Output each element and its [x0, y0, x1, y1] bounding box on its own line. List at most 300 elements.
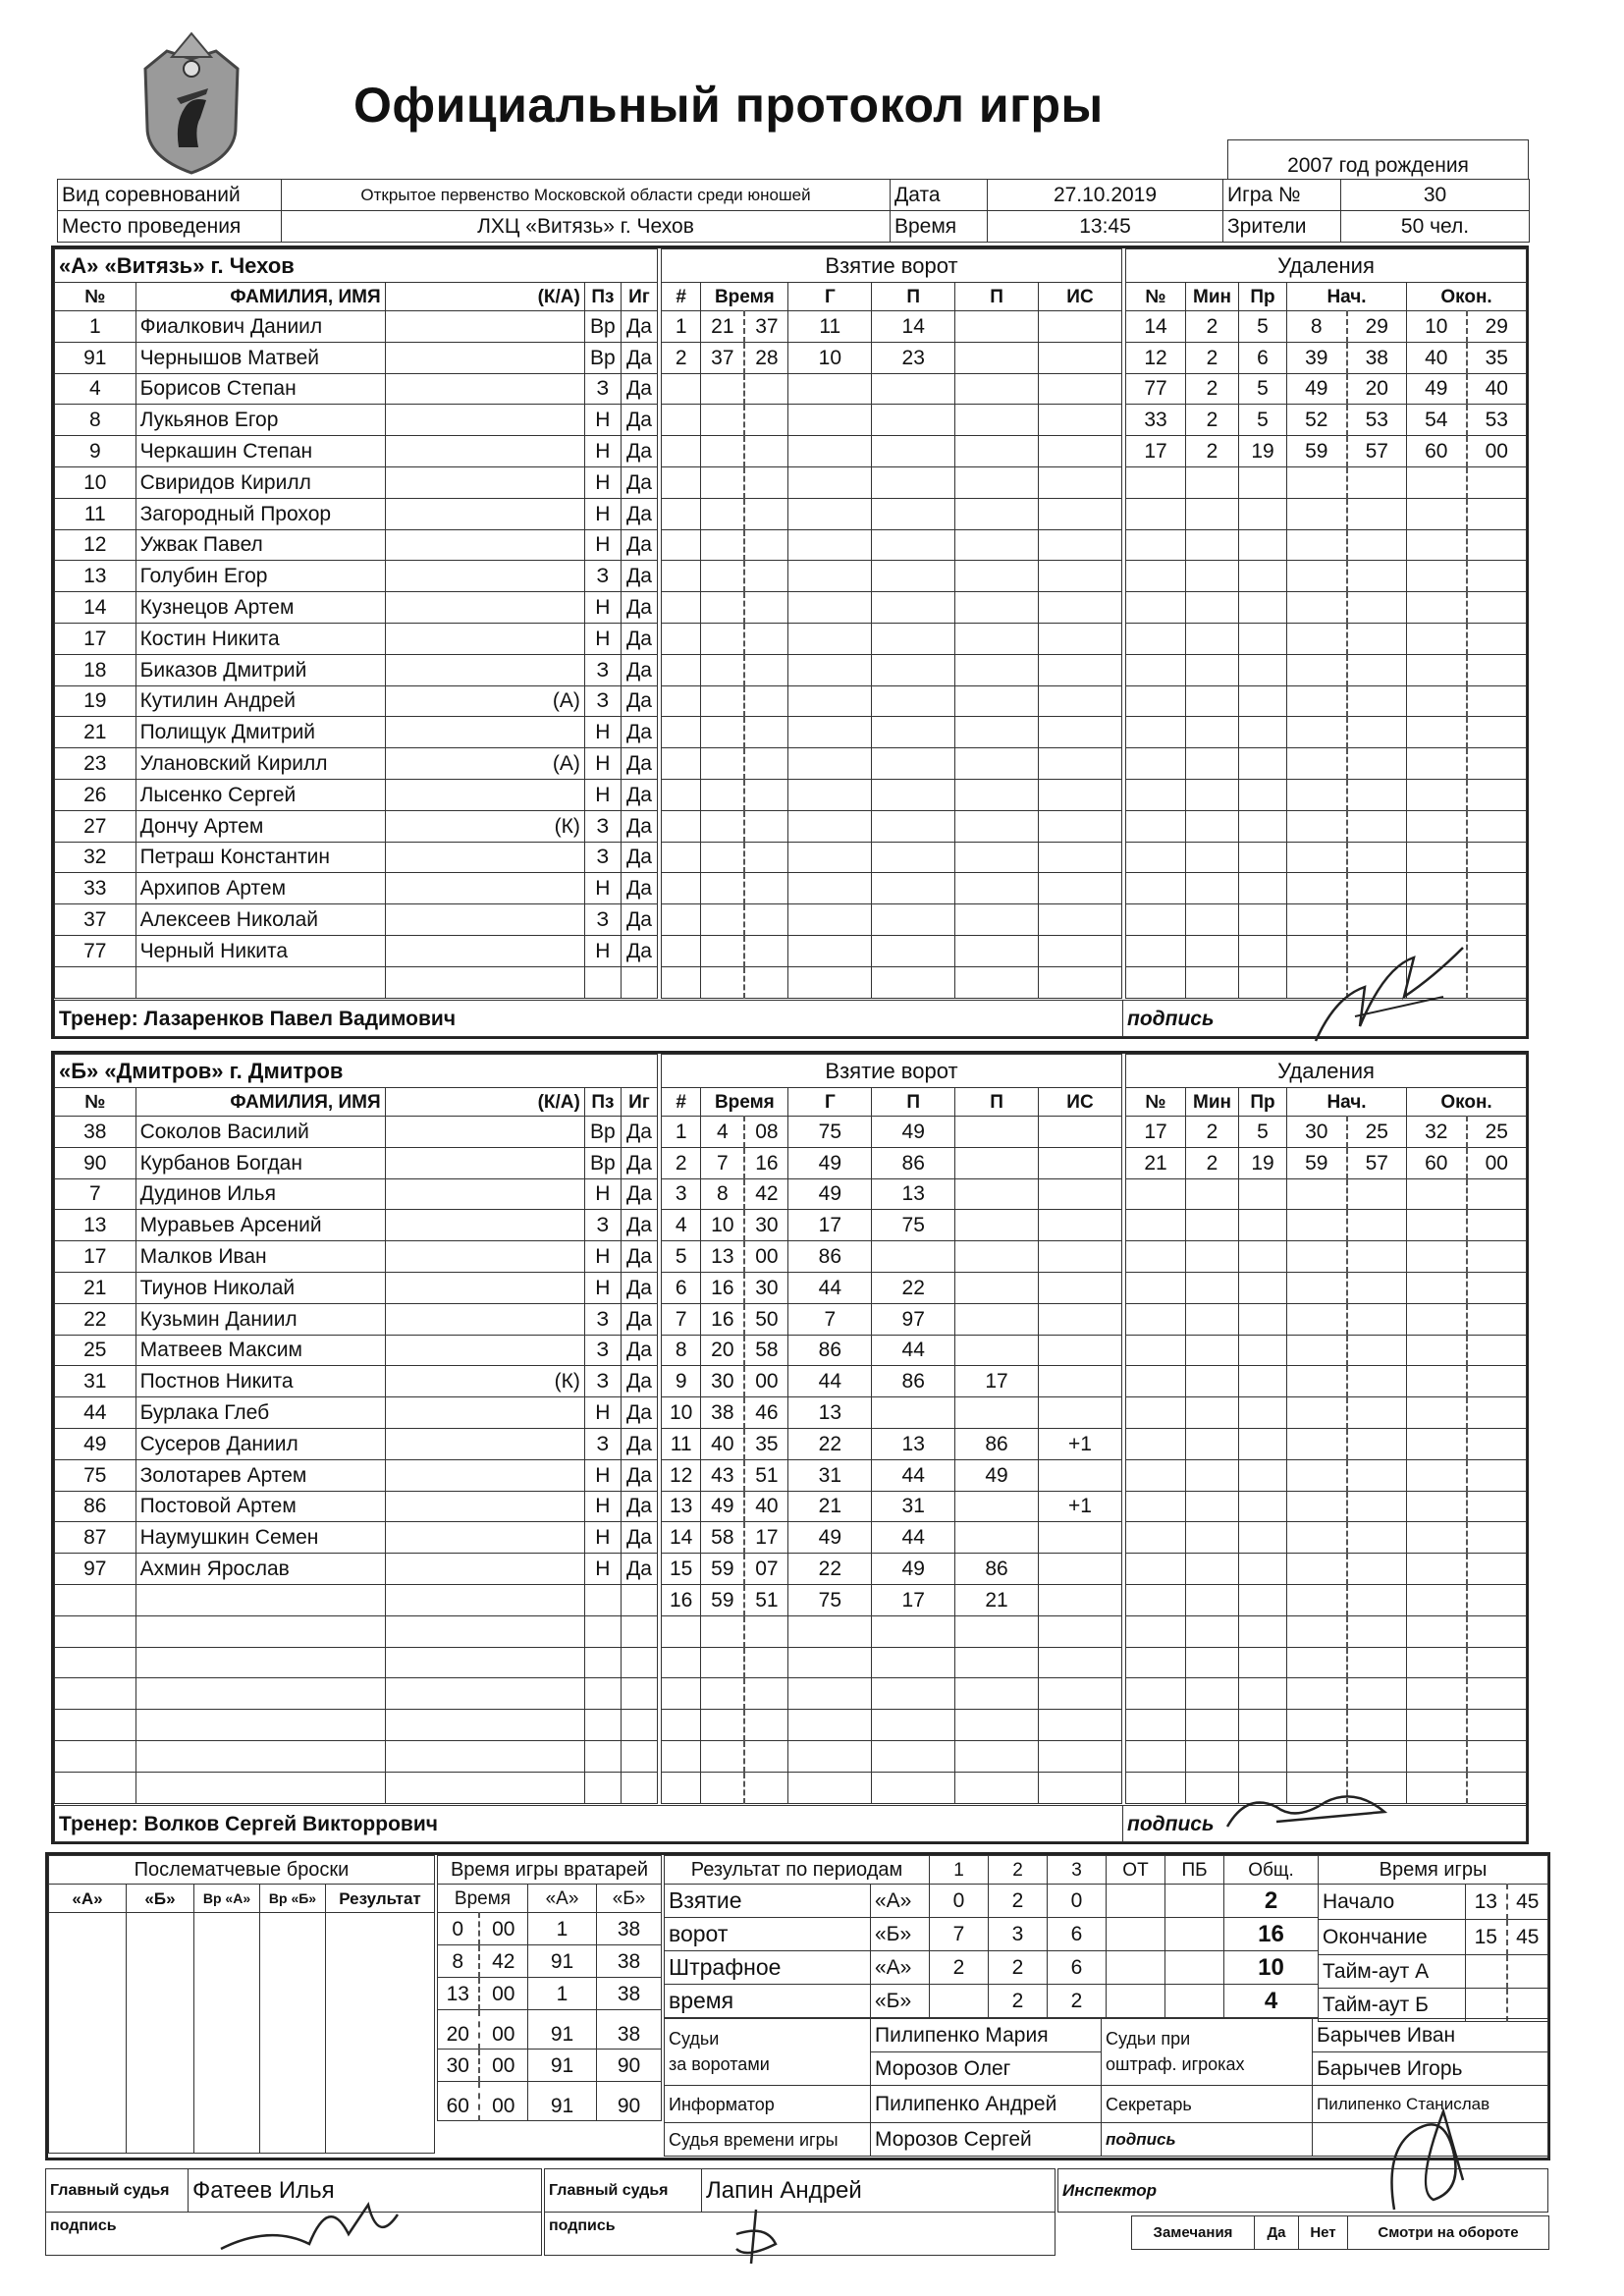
player-row [55, 1522, 658, 1554]
player-position: Вр [584, 1117, 621, 1148]
penalty-minutes [1186, 904, 1239, 936]
goal-second: 16 [744, 1147, 788, 1178]
referee-1-name: Фатеев Илья [189, 2169, 542, 2213]
penalty-minutes [1186, 1241, 1239, 1273]
goal-situation [1038, 1584, 1121, 1615]
penalty-start-minute [1287, 654, 1347, 685]
goals-team-a-total: 2 [1224, 1885, 1319, 1918]
player-captain-mark [385, 904, 584, 936]
penalty-end-second [1467, 1678, 1527, 1710]
player-captain-mark [385, 966, 584, 998]
player-captain-mark [385, 1147, 584, 1178]
penalty-player: 21 [1126, 1147, 1186, 1178]
penalty-player [1126, 966, 1186, 998]
player-played: Да [621, 373, 657, 405]
penalty-minutes [1186, 1584, 1239, 1615]
goal-minute: 59 [701, 1584, 745, 1615]
penalty-start-minute [1287, 873, 1347, 904]
player-position [584, 1772, 621, 1803]
goal-scorer [788, 1710, 872, 1741]
penalty-judge-1: Барычев Иван [1313, 2019, 1548, 2052]
player-number: 17 [55, 1241, 136, 1273]
goal-row [662, 654, 1122, 685]
goal-number: 16 [662, 1584, 701, 1615]
penalty-minutes [1186, 1178, 1239, 1210]
team-a-roster [54, 248, 658, 999]
goal-scorer: 17 [788, 1210, 872, 1241]
remarks-no[interactable]: Нет [1299, 2216, 1348, 2250]
goal-scorer [788, 842, 872, 873]
page-title: Официальный протокол игры [353, 78, 1104, 133]
player-captain-mark [385, 405, 584, 436]
goal-minute: 58 [701, 1522, 745, 1554]
penalty-row [1126, 685, 1527, 717]
penalty-start-second [1347, 498, 1407, 529]
goals-team-b-row [665, 1918, 1319, 1951]
pim-team-b-total: 4 [1224, 1985, 1319, 2018]
goals-team-b-period-2: 3 [989, 1918, 1048, 1951]
goal-row [662, 466, 1122, 498]
goal-assist-2: 86 [955, 1428, 1039, 1459]
penalty-start-second [1347, 1178, 1407, 1210]
player-played: Да [621, 748, 657, 780]
player-name: Курбанов Богдан [135, 1147, 385, 1178]
penalty-end-second [1467, 842, 1527, 873]
goal-number [662, 810, 701, 842]
penalty-end-minute [1407, 1178, 1467, 1210]
penalty-start-second [1347, 810, 1407, 842]
penalty-reason [1239, 1303, 1287, 1335]
goal-number: 9 [662, 1366, 701, 1397]
penalty-end-minute [1407, 1459, 1467, 1491]
penalties-title-row [1126, 1055, 1527, 1088]
penalty-judges-label [1102, 2019, 1313, 2086]
penalty-reason-header: Пр [1239, 1088, 1287, 1117]
goal-situation [1038, 904, 1121, 936]
penalty-end-second [1467, 1554, 1527, 1585]
goal-number [662, 717, 701, 748]
penalty-minutes [1186, 1397, 1239, 1429]
player-row [55, 873, 658, 904]
goal-number: 13 [662, 1491, 701, 1522]
penalty-reason [1239, 935, 1287, 966]
player-row [55, 1397, 658, 1429]
game-number-value: 30 [1341, 180, 1530, 211]
goal-assist-2 [955, 654, 1039, 685]
penalty-end-minute [1407, 1554, 1467, 1585]
timekeeper-label: Судья времени игры [665, 2123, 871, 2157]
goal-situation [1038, 1366, 1121, 1397]
goal-situation [1038, 529, 1121, 561]
penalty-row [1126, 654, 1527, 685]
goal-row [662, 810, 1122, 842]
timekeeper-name: Морозов Сергей [871, 2123, 1102, 2157]
player-position: Н [584, 623, 621, 654]
goal-scorer [788, 717, 872, 748]
player-row [55, 1210, 658, 1241]
penalty-reason [1239, 654, 1287, 685]
penalty-minutes [1186, 1678, 1239, 1710]
goal-assist-2 [955, 405, 1039, 436]
penalty-start-minute: 52 [1287, 405, 1347, 436]
player-captain-mark [385, 1241, 584, 1273]
player-number [55, 966, 136, 998]
player-row [55, 1241, 658, 1273]
goal-row [662, 1428, 1122, 1459]
player-played: Да [621, 810, 657, 842]
goal-assist-1 [872, 1397, 955, 1429]
goalie-a-number: 1 [528, 1978, 597, 2010]
player-position: Н [584, 1272, 621, 1303]
pim-team-b-period-4 [1107, 1985, 1165, 2018]
goal-situation [1038, 342, 1121, 373]
shootout-table [48, 1855, 435, 2154]
goals-team-b-total: 16 [1224, 1918, 1319, 1951]
player-number: 49 [55, 1428, 136, 1459]
goal-row [662, 1147, 1122, 1178]
penalty-player [1126, 498, 1186, 529]
player-row [55, 592, 658, 624]
player-row [55, 1710, 658, 1741]
team-b-coach: Тренер: Волков Сергей Викторрович [55, 1806, 1123, 1842]
player-captain-mark [385, 1335, 584, 1366]
pim-team-b-period-2: 2 [989, 1985, 1048, 2018]
player-position [584, 1647, 621, 1678]
goal-situation [1038, 1303, 1121, 1335]
goal-second [744, 405, 788, 436]
goals-team-a-row [665, 1885, 1319, 1918]
goal-assist-2: 21 [955, 1584, 1039, 1615]
penalty-player [1126, 623, 1186, 654]
penalty-minutes [1186, 1428, 1239, 1459]
penalty-player: 17 [1126, 436, 1186, 467]
player-name: Кузнецов Артем [135, 592, 385, 624]
penalty-row [1126, 1522, 1527, 1554]
penalty-player [1126, 685, 1186, 717]
goal-scorer [788, 405, 872, 436]
player-played: Да [621, 1241, 657, 1273]
player-captain-mark: (К) [385, 1366, 584, 1397]
goal-scorer [788, 1647, 872, 1678]
penalties-title-part-2: ления [1314, 1058, 1375, 1083]
penalty-reason [1239, 529, 1287, 561]
penalty-minutes [1186, 1647, 1239, 1678]
penalty-end-second [1467, 904, 1527, 936]
goal-judges-label-1: Судьи [669, 2029, 720, 2050]
team-b-roster [54, 1054, 658, 1804]
goal-number [662, 623, 701, 654]
goal-number [662, 966, 701, 998]
penalty-start-second [1347, 1397, 1407, 1429]
goal-scorer: 49 [788, 1522, 872, 1554]
goal-situation [1038, 498, 1121, 529]
penalty-minutes [1186, 1335, 1239, 1366]
penalty-start-minute [1287, 1710, 1347, 1741]
penalty-minutes [1186, 966, 1239, 998]
penalty-row [1126, 342, 1527, 373]
goalie-a-number: 91 [528, 1945, 597, 1978]
player-played: Да [621, 1554, 657, 1585]
penalty-minutes [1186, 1366, 1239, 1397]
goal-scorer: 49 [788, 1178, 872, 1210]
referee-1-signature-label: подпись [46, 2213, 542, 2256]
goal-scorer [788, 810, 872, 842]
penalty-start-minute [1287, 935, 1347, 966]
remarks-box [1131, 2215, 1549, 2250]
penalty-end-second [1467, 529, 1527, 561]
penalty-reason [1239, 1241, 1287, 1273]
penalty-end-minute [1407, 1366, 1467, 1397]
penalty-player [1126, 561, 1186, 592]
goal-assist-2 [955, 1178, 1039, 1210]
goal-number [662, 779, 701, 810]
pim-team-a-period-3: 6 [1048, 1951, 1107, 1985]
goal-scorer [788, 904, 872, 936]
goal-second [744, 748, 788, 780]
penalty-minutes: 2 [1186, 373, 1239, 405]
inspector-box [1057, 2168, 1548, 2213]
goal-assist-1: 44 [872, 1459, 955, 1491]
goalie-b-number: 90 [597, 2082, 662, 2121]
goal-minute: 16 [701, 1272, 745, 1303]
penalty-end-header: Окон. [1407, 1088, 1527, 1117]
player-played: Да [621, 842, 657, 873]
penalty-start-minute [1287, 1366, 1347, 1397]
player-position: Н [584, 405, 621, 436]
goal-number: 8 [662, 1335, 701, 1366]
player-name: Черный Никита [135, 935, 385, 966]
referee-1-box [45, 2168, 542, 2256]
goal-situation [1038, 685, 1121, 717]
player-row [55, 1335, 658, 1366]
penalty-start-second [1347, 466, 1407, 498]
pim-team-b-team: «Б» [871, 1985, 930, 2018]
penalty-player: 12 [1126, 342, 1186, 373]
penalty-end-minute [1407, 561, 1467, 592]
player-position: Н [584, 717, 621, 748]
team-b-coach-signature-label: подпись [1123, 1806, 1527, 1842]
goal-row [662, 1366, 1122, 1397]
end-hour: 15 [1466, 1920, 1507, 1955]
player-row [55, 1740, 658, 1772]
goal-assist-2 [955, 717, 1039, 748]
goal-assist-1: 13 [872, 1178, 955, 1210]
player-captain-mark [385, 623, 584, 654]
goal-second: 37 [744, 311, 788, 343]
player-position [584, 1584, 621, 1615]
goal-row [662, 1772, 1122, 1803]
penalty-reason [1239, 1710, 1287, 1741]
goals-title: Взятие ворот [662, 249, 1122, 283]
player-played: Да [621, 685, 657, 717]
goal-assist-1 [872, 873, 955, 904]
goal-assist-2 [955, 1740, 1039, 1772]
player-number: 21 [55, 717, 136, 748]
goal-number [662, 748, 701, 780]
goal-assist-1 [872, 1241, 955, 1273]
penalty-reason [1239, 1491, 1287, 1522]
player-captain-mark: (А) [385, 748, 584, 780]
goal-minute [701, 779, 745, 810]
goal-scorer [788, 561, 872, 592]
remarks-yes[interactable]: Да [1255, 2216, 1299, 2250]
player-played: Да [621, 1491, 657, 1522]
goal-assist-1 [872, 1772, 955, 1803]
penalty-start-second: 53 [1347, 405, 1407, 436]
goalie-time-row [438, 1978, 662, 2010]
goal-second [744, 466, 788, 498]
penalty-end-second [1467, 1272, 1527, 1303]
goal-second: 08 [744, 1117, 788, 1148]
player-played: Да [621, 592, 657, 624]
period-results-body [664, 1884, 1319, 2018]
penalty-player-header: № [1126, 1088, 1186, 1117]
penalty-row [1126, 842, 1527, 873]
pim-team-b-period-5 [1165, 1985, 1224, 2018]
goals-team-b-period-1: 7 [930, 1918, 989, 1951]
goal-assist-1 [872, 436, 955, 467]
time-value: 13:45 [988, 210, 1223, 242]
goal-minute [701, 1710, 745, 1741]
player-played: Да [621, 1397, 657, 1429]
player-name: Ужвак Павел [135, 529, 385, 561]
penalty-judges-label-1: Судьи при [1106, 2029, 1191, 2050]
player-row [55, 779, 658, 810]
player-position: Н [584, 1459, 621, 1491]
goal-situation [1038, 1178, 1121, 1210]
penalty-player [1126, 1210, 1186, 1241]
player-played [621, 1678, 657, 1710]
player-played [621, 1740, 657, 1772]
player-played [621, 1772, 657, 1803]
player-name [135, 1647, 385, 1678]
goal-number [662, 1740, 701, 1772]
penalty-end-minute [1407, 1647, 1467, 1678]
goal-second [744, 842, 788, 873]
penalty-minutes: 2 [1186, 1117, 1239, 1148]
player-position: Вр [584, 1147, 621, 1178]
penalty-start-second [1347, 1647, 1407, 1678]
penalty-start-minute [1287, 1740, 1347, 1772]
penalty-row [1126, 592, 1527, 624]
pim-team-a-label: Штрафное [665, 1951, 871, 1985]
goal-second: 51 [744, 1584, 788, 1615]
player-name: Голубин Егор [135, 561, 385, 592]
penalty-start-second [1347, 1710, 1407, 1741]
birth-year: 2007 год рождения [1228, 140, 1529, 180]
penalty-player [1126, 1241, 1186, 1273]
penalty-start-second [1347, 1241, 1407, 1273]
player-captain-mark [385, 1710, 584, 1741]
player-number: 1 [55, 311, 136, 343]
player-number: 11 [55, 498, 136, 529]
penalty-start-second [1347, 561, 1407, 592]
penalty-end-minute [1407, 623, 1467, 654]
goal-assist-1 [872, 623, 955, 654]
penalty-reason [1239, 685, 1287, 717]
goal-row [662, 748, 1122, 780]
penalty-row [1126, 1647, 1527, 1678]
player-number: 97 [55, 1554, 136, 1585]
goal-row [662, 1459, 1122, 1491]
player-name: Кутилин Андрей [135, 685, 385, 717]
goal-assist-2 [955, 1678, 1039, 1710]
player-position: З [584, 1428, 621, 1459]
penalty-minutes: 2 [1186, 342, 1239, 373]
player-number: 9 [55, 436, 136, 467]
penalty-start-minute [1287, 717, 1347, 748]
goal-row [662, 935, 1122, 966]
player-played [621, 1710, 657, 1741]
player-name: Черкашин Степан [135, 436, 385, 467]
penalty-player [1126, 1459, 1186, 1491]
penalty-end-minute [1407, 592, 1467, 624]
goals-team-a-label: Взятие [665, 1885, 871, 1918]
goal-minute [701, 935, 745, 966]
goal-scorer [788, 935, 872, 966]
penalty-reason [1239, 1615, 1287, 1647]
player-captain-mark [385, 373, 584, 405]
player-number: 86 [55, 1491, 136, 1522]
goal-assist-2 [955, 1210, 1039, 1241]
penalty-start-second [1347, 1272, 1407, 1303]
player-captain-mark [385, 342, 584, 373]
player-captain-mark [385, 311, 584, 343]
penalty-start-minute [1287, 1491, 1347, 1522]
player-name: Улановский Кирилл [135, 748, 385, 780]
goal-situation [1038, 810, 1121, 842]
goal-second [744, 529, 788, 561]
player-captain-mark [385, 1584, 584, 1615]
player-position: Н [584, 779, 621, 810]
player-row [55, 1584, 658, 1615]
goal-number: 3 [662, 1178, 701, 1210]
player-number: 87 [55, 1522, 136, 1554]
penalty-end-second [1467, 1397, 1527, 1429]
penalty-minutes [1186, 810, 1239, 842]
goal-minute [701, 810, 745, 842]
penalty-start-minute [1287, 623, 1347, 654]
roster-header-row [55, 283, 658, 311]
played-header: Иг [621, 1088, 657, 1117]
penalty-start-minute [1287, 1772, 1347, 1803]
goal-number: 14 [662, 1522, 701, 1554]
penalty-end-second [1467, 1772, 1527, 1803]
remarks-see-back: Смотри на обороте [1348, 2216, 1549, 2250]
pim-team-b-period-3: 2 [1048, 1985, 1107, 2018]
goalie-b-number: 38 [597, 1978, 662, 2010]
player-row [55, 466, 658, 498]
player-row [55, 842, 658, 873]
player-position: Н [584, 873, 621, 904]
penalty-reason: 5 [1239, 405, 1287, 436]
goal-minute [701, 405, 745, 436]
penalty-minutes [1186, 1272, 1239, 1303]
player-played: Да [621, 1428, 657, 1459]
roster-header-row [55, 1088, 658, 1117]
goalie-a-number: 1 [528, 1913, 597, 1945]
inspector-label: Инспектор [1058, 2169, 1548, 2213]
player-played: Да [621, 1459, 657, 1491]
timeout-a-label: Тайм-аут А [1319, 1955, 1466, 1989]
goal-number [662, 436, 701, 467]
player-number: 44 [55, 1397, 136, 1429]
game-time-table [1318, 1855, 1548, 2022]
player-position: З [584, 1210, 621, 1241]
player-name: Матвеев Максим [135, 1335, 385, 1366]
penalty-row [1126, 561, 1527, 592]
goal-assist-1: 75 [872, 1210, 955, 1241]
